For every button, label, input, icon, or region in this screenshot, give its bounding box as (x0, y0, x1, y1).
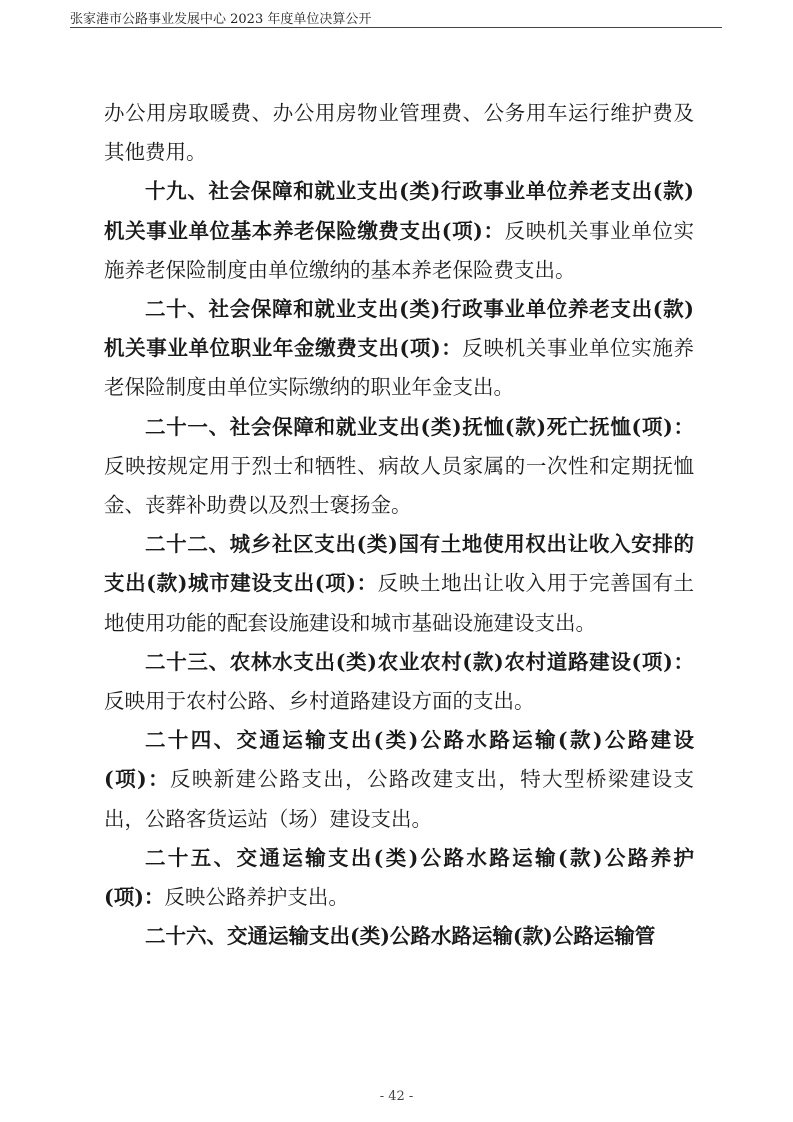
paragraph-continuation (104, 94, 694, 172)
item-description: 反映公路养护支出。 (164, 885, 349, 910)
running-header: 张家港市公路事业发展中心 2023 年度单位决算公开 (70, 12, 372, 27)
item-description: 反映用于农村公路、乡村道路建设方面的支出。 (104, 689, 535, 714)
item-heading: 二十一、社会保障和就业支出(类)抚恤(款)死亡抚恤(项)： (145, 414, 694, 439)
paragraph-item-24 (104, 721, 694, 839)
item-description: 反映土地出让收入用于完善国有土地使用功能的配套设施建设和城市基础设施建设支出。 (104, 571, 694, 635)
page-number: - 42 - (379, 1089, 414, 1104)
item-heading: 二十四、交通运输支出(类)公路水路运输(款)公路建设(项)： (104, 728, 694, 792)
item-heading: 二十三、农林水支出(类)农业农村(款)农村道路建设(项)： (145, 649, 694, 674)
paragraph-item-22 (104, 525, 694, 643)
header-divider (70, 27, 722, 28)
item-heading: 二十五、交通运输支出(类)公路水路运输(款)公路养护(项)： (104, 845, 694, 910)
item-heading: 二十六、交通运输支出(类)公路水路运输(款)公路运输管 (145, 924, 656, 949)
paragraph-item-25 (104, 839, 694, 917)
paragraph-text: 办公用房取暖费、办公用房物业管理费、公务用车运行维护费及其他费用。 (104, 101, 694, 165)
item-description: 反映机关事业单位实施养老保险制度由单位缴纳的基本养老保险费支出。 (104, 218, 694, 282)
document-body (104, 94, 694, 956)
paragraph-item-23 (104, 643, 694, 721)
item-description: 反映机关事业单位实施养老保险制度由单位实际缴纳的职业年金支出。 (104, 336, 694, 400)
item-heading: 十九、社会保障和就业支出(类)行政事业单位养老支出(款)机关事业单位基本养老保险缴费支出(项)： (104, 179, 694, 243)
item-heading: 二十二、城乡社区支出(类)国有土地使用权出让收入安排的支出(款)城市建设支出(项)： (104, 532, 694, 596)
item-description: 反映按规定用于烈士和牺牲、病故人员家属的一次性和定期抚恤金、丧葬补助费以及烈士褒扬金。 (104, 453, 694, 518)
paragraph-item-19 (104, 172, 694, 290)
paragraph-item-21 (104, 408, 694, 526)
item-description: 反映新建公路支出，公路改建支出，特大型桥梁建设支出，公路客货运站（场）建设支出。 (104, 767, 694, 831)
paragraph-item-26 (104, 917, 694, 956)
item-heading: 二十、社会保障和就业支出(类)行政事业单位养老支出(款)机关事业单位职业年金缴费支出(项)： (104, 297, 694, 361)
paragraph-item-20 (104, 290, 694, 408)
